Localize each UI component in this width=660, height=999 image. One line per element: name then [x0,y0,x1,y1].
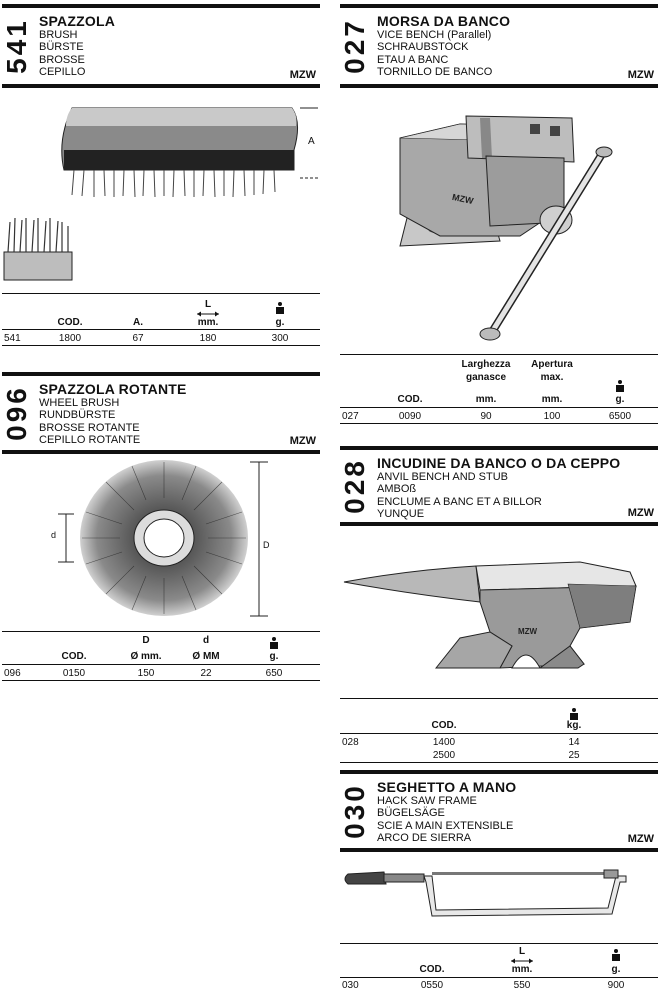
translation-de: SCHRAUBSTOCK [377,41,469,54]
brush-illustration [2,100,320,290]
translation-en: WHEEL BRUSH [39,397,120,409]
brand-label: MZW [627,507,654,519]
cell-weight: 900 [607,980,625,991]
cell-weight: 650 [265,668,283,679]
product-table [340,698,658,764]
product-code: 541 [1,18,32,74]
product-header [340,770,658,852]
col-header-cod: COD. [61,651,87,662]
col-header-cod: COD. [419,964,445,975]
product-table [2,293,320,346]
product-title: SEGHETTO A MANO [377,779,517,795]
product-table [340,354,658,426]
row-ref: 030 [342,980,359,991]
col-header-opening: Apertura [531,359,573,370]
row-ref: 541 [4,333,21,344]
col-header-d-mm: Ø mm. [130,651,162,662]
col-header-mm: mm. [197,317,219,328]
product-541 [2,4,320,346]
col-header-mm: mm. [511,964,533,975]
product-title: SPAZZOLA [39,13,116,29]
cell-jaw-width: 90 [480,411,492,422]
product-code: 030 [339,783,370,839]
col-header-mm-2: mm. [541,394,563,405]
cell-a: 67 [132,333,144,344]
anvil-brand-mark: MZW [518,627,538,636]
cell-weight: 6500 [608,411,632,422]
row-ref: 028 [342,737,359,748]
product-code: 027 [339,18,370,74]
translation-de: BÜGELSÄGE [377,807,445,820]
translation-de: RUNDBÜRSTE [39,409,116,422]
col-header-g: g. [611,964,621,975]
translation-en: ANVIL BENCH AND STUB [377,471,509,483]
product-title: MORSA DA BANCO [377,13,511,29]
translation-en: VICE BENCH (Parallel) [377,29,492,41]
weight-icon [570,708,578,720]
product-table [340,943,658,995]
dimension-label-d: d [51,530,57,540]
product-030 [340,770,658,996]
col-header-mm-1: mm. [475,394,497,405]
col-header-d: d [202,635,210,646]
vice-brand-mark: MZW [451,191,475,207]
col-header-opening-2: max. [540,372,564,383]
product-code: 028 [339,458,370,514]
product-names [39,382,314,447]
translation-fr: ETAU A BANC [377,53,449,66]
cell-cod: 1800 [58,333,82,344]
weight-icon [616,380,624,392]
product-names [377,780,652,845]
cell-cod-1: 1400 [432,737,456,748]
cell-weight: 300 [271,333,289,344]
translation-de: AMBOß [377,483,417,496]
translation-en: BRUSH [39,29,78,41]
product-names [39,14,314,79]
cell-weight-2: 25 [568,750,580,761]
dimension-label-a: A [308,136,315,147]
cell-d-outer: 150 [137,668,155,679]
product-header [2,372,320,454]
product-027 [340,4,658,426]
translation-de: BÜRSTE [39,41,84,54]
translation-es: ARCO DE SIERRA [377,832,472,845]
col-header-length: L [204,299,212,310]
cell-opening: 100 [543,411,561,422]
translation-es: CEPILLO ROTANTE [39,434,141,447]
product-table [2,631,320,683]
col-header-jaw-width: Larghezza [461,359,511,370]
col-header-D: D [142,635,150,646]
brand-label: MZW [627,833,654,845]
weight-icon [270,637,278,649]
product-096 [2,372,320,684]
weight-icon [612,949,620,961]
cell-d-inner: 22 [200,668,212,679]
translation-fr: SCIE A MAIN EXTENSIBLE [377,819,514,832]
cell-cod-2: 2500 [432,750,456,761]
row-ref: 096 [4,668,21,679]
col-header-a: A. [133,317,143,328]
product-names [377,14,652,79]
cell-weight-1: 14 [568,737,580,748]
product-code: 096 [1,385,32,441]
product-header [340,446,658,526]
translation-fr: BROSSE [39,53,85,66]
product-header [340,4,658,88]
bench-vice-illustration [340,96,658,346]
translation-en: HACK SAW FRAME [377,795,477,807]
col-header-jaw-width-2: ganasce [465,372,507,383]
wheel-brush-illustration [2,458,320,628]
col-header-cod: COD. [57,317,83,328]
product-names [377,456,652,521]
cell-cod: 0550 [420,980,444,991]
col-header-length: L [518,946,526,957]
col-header-g: g. [275,317,285,328]
hacksaw-illustration [340,862,658,942]
brand-label: MZW [627,69,654,81]
col-header-g: g. [615,394,625,405]
col-header-g: g. [269,651,279,662]
product-header [2,4,320,88]
cell-cod: 0090 [398,411,422,422]
product-title: SPAZZOLA ROTANTE [39,381,187,397]
cell-cod: 0150 [62,668,86,679]
translation-fr: ENCLUME A BANC ET A BILLOR [377,495,542,508]
product-028 [340,446,658,764]
col-header-cod: COD. [397,394,423,405]
weight-icon [276,302,284,314]
brand-label: MZW [289,435,316,447]
product-title: INCUDINE DA BANCO O DA CEPPO [377,455,621,471]
row-ref: 027 [342,411,359,422]
col-header-kg: kg. [566,720,582,731]
brand-label: MZW [289,69,316,81]
col-header-cod: COD. [431,720,457,731]
anvil-illustration [340,542,658,692]
dimension-label-D: D [263,540,270,550]
cell-length: 550 [513,980,531,991]
col-header-d-MM: Ø MM [192,651,220,662]
translation-fr: BROSSE ROTANTE [39,421,140,434]
translation-es: YUNQUE [377,508,425,521]
translation-es: TORNILLO DE BANCO [377,66,493,79]
translation-es: CEPILLO [39,66,86,79]
cell-length: 180 [199,333,217,344]
